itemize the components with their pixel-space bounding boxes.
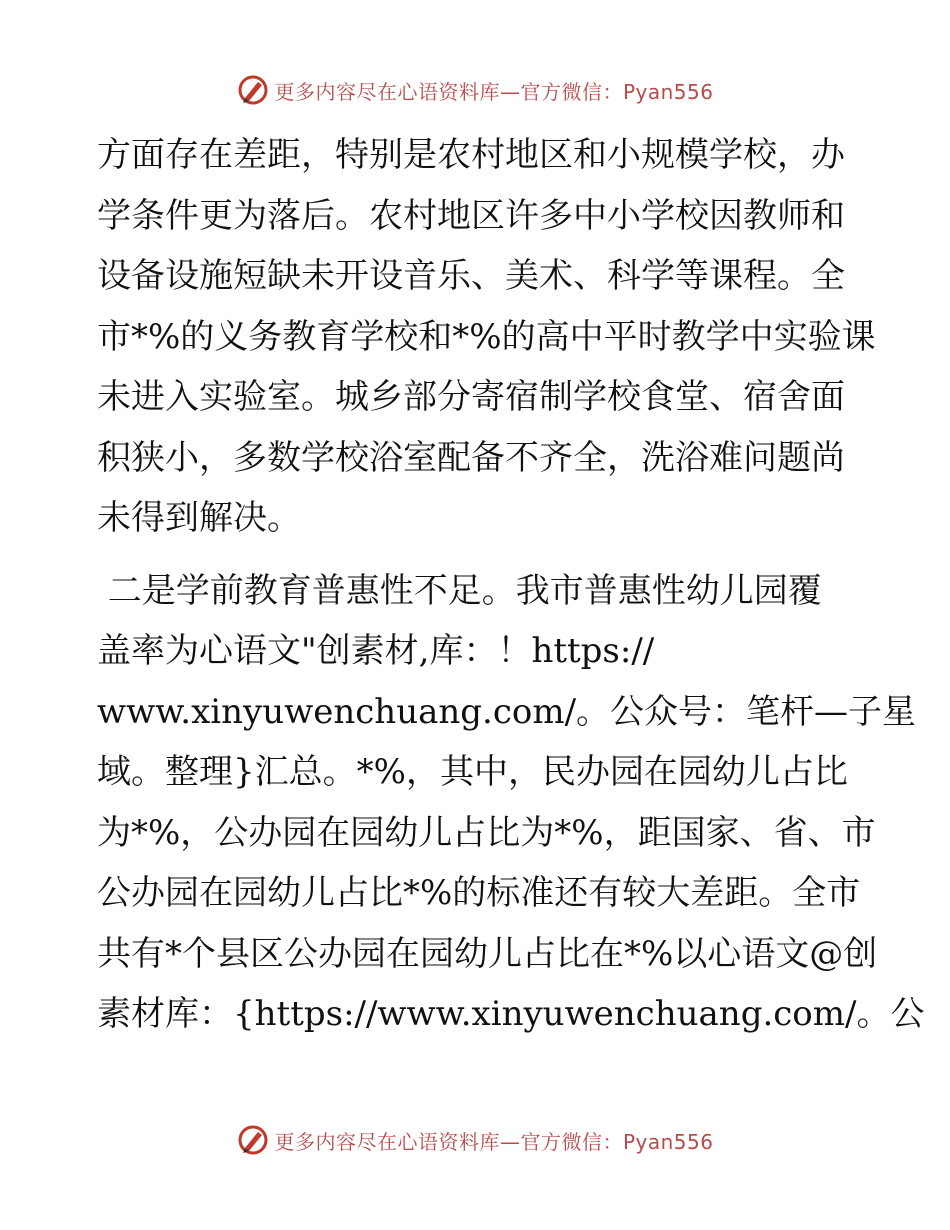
document-body	[97, 125, 925, 1045]
paragraph-line: 未得到解决。	[97, 498, 301, 538]
paragraph-line: 学条件更为落后。农村地区许多中小学校因教师和	[97, 195, 845, 236]
paragraph-line: 域。整理}汇总。*%，其中，民办园在园幼儿占比	[97, 752, 848, 792]
paragraph-2	[97, 561, 925, 1045]
footer-banner-text: 更多内容尽在心语资料库—官方微信：Pyan556	[274, 1129, 714, 1154]
paragraph-line: 方面存在差距，特别是农村地区和小规模学校，办	[97, 135, 845, 175]
paragraph-line: 共有*个县区公办园在园幼儿占比在*%以心语文@创	[97, 933, 878, 974]
paragraph-1	[97, 125, 876, 549]
pen-logo-icon	[236, 1123, 270, 1157]
paragraph-line: 公办园在园幼儿占比*%的标准还有较大差距。全市	[97, 873, 861, 913]
footer-banner	[0, 1120, 950, 1160]
pen-logo-icon	[236, 73, 270, 107]
paragraph-line: www.xinyuwenchuang.com/。公众号：笔杆—子星	[97, 691, 917, 732]
paragraph-line: 素材库：{https://www.xinyuwenchuang.com/。公	[97, 994, 925, 1034]
header-banner-text: 更多内容尽在心语资料库—官方微信：Pyan556	[274, 79, 714, 104]
paragraph-line: 设备设施短缺未开设音乐、美术、科学等课程。全	[97, 256, 845, 296]
header-banner	[0, 70, 950, 110]
paragraph-line: 二是学前教育普惠性不足。我市普惠性幼儿园覆	[97, 570, 822, 611]
paragraph-line: 盖率为心语文"创素材,库：！https://	[97, 631, 655, 671]
paragraph-line: 积狭小，多数学校浴室配备不齐全，洗浴难问题尚	[97, 437, 845, 478]
paragraph-line: 未进入实验室。城乡部分寄宿制学校食堂、宿舍面	[97, 377, 845, 417]
paragraph-line: 为*%，公办园在园幼儿占比为*%，距国家、省、市	[97, 812, 876, 853]
paragraph-line: 市*%的义务教育学校和*%的高中平时教学中实验课	[97, 316, 876, 357]
